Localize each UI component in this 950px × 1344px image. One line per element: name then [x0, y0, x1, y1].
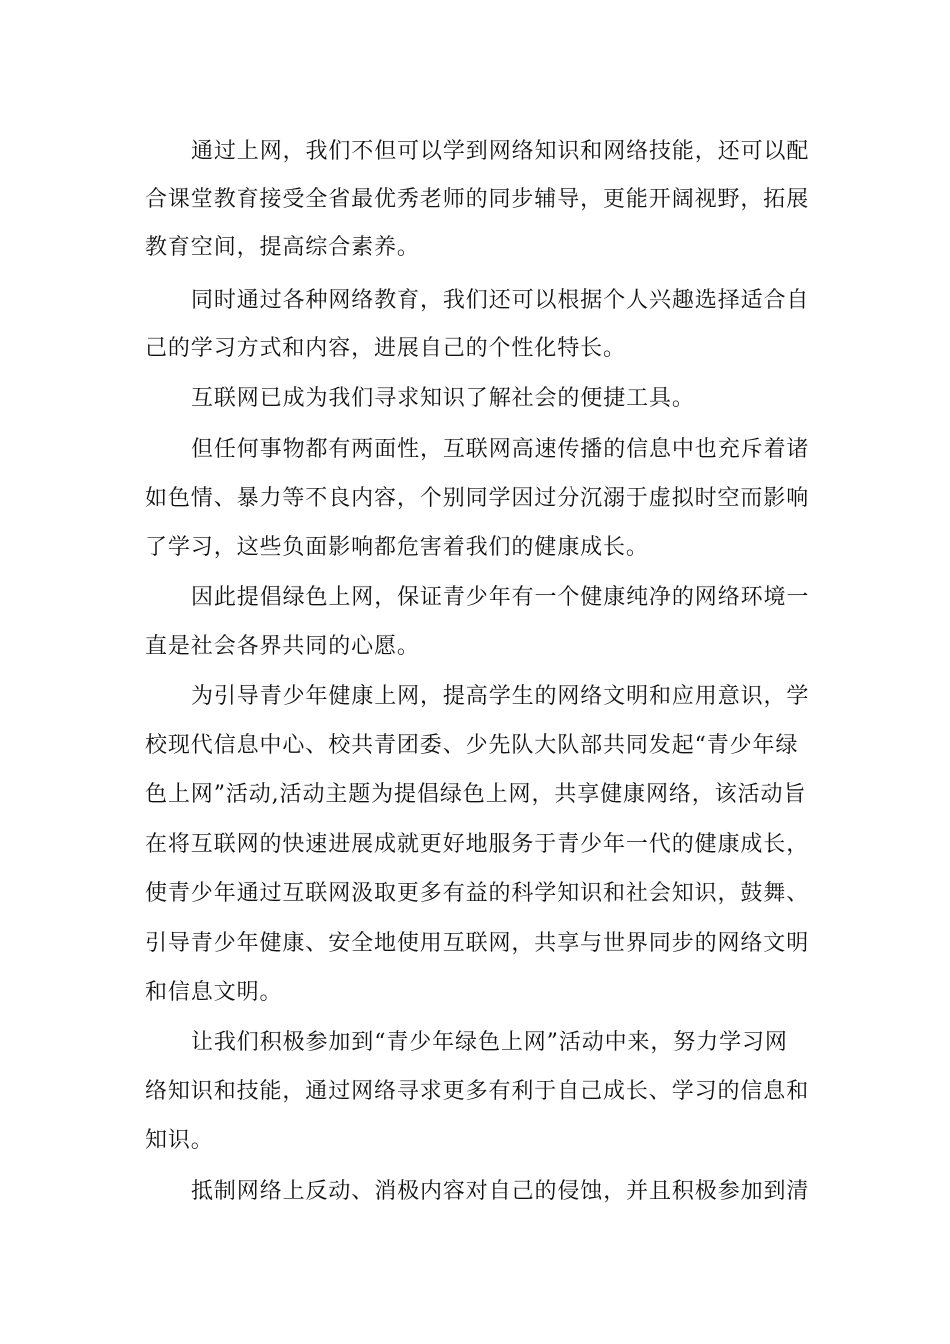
paragraph-2-line-2: 己的学习方式和内容，进展自己的个性化特长。 [145, 336, 626, 361]
paragraph-4-line-2: 如色情、暴力等不良内容，个别同学因过分沉溺于虚拟时空而影响 [145, 486, 810, 511]
paragraph-3-line-1: 互联网已成为我们寻求知识了解社会的便捷工具。 [191, 386, 695, 411]
paragraph-1-line-2: 合课堂教育接受全省最优秀老师的同步辅导，更能开阔视野，拓展 [145, 187, 810, 212]
paragraph-7-line-3: 知识。 [145, 1128, 214, 1153]
paragraph-4-line-3: 了学习，这些负面影响都危害着我们的健康成长。 [145, 535, 649, 560]
paragraph-1-line-3: 教育空间，提高综合素养。 [145, 235, 420, 260]
paragraph-8-line-1: 抵制网络上反动、消极内容对自己的侵蚀，并且积极参加到清 [191, 1179, 810, 1204]
paragraph-6-line-2: 校现代信息中心、校共青团委、少先队大队部共同发起“青少年绿 [145, 733, 799, 758]
paragraph-6-line-4: 在将互联网的快速进展成就更好地服务于青少年一代的健康成长， [145, 832, 810, 857]
paragraph-7-line-2: 络知识和技能，通过网络寻求更多有利于自己成长、学习的信息和 [145, 1079, 810, 1104]
paragraph-6-line-1: 为引导青少年健康上网，提高学生的网络文明和应用意识，学 [191, 684, 810, 709]
paragraph-1-line-1: 通过上网，我们不但可以学到网络知识和网络技能，还可以配 [191, 139, 810, 164]
paragraph-5-line-1: 因此提倡绿色上网，保证青少年有一个健康纯净的网络环境一 [191, 585, 810, 610]
paragraph-6-line-7: 和信息文明。 [145, 980, 283, 1005]
paragraph-6-line-5: 使青少年通过互联网汲取更多有益的科学知识和社会知识，鼓舞、 [145, 881, 810, 906]
paragraph-4-line-1: 但任何事物都有两面性，互联网高速传播的信息中也充斥着诸 [191, 437, 810, 462]
paragraph-2-line-1: 同时通过各种网络教育，我们还可以根据个人兴趣选择适合自 [191, 288, 810, 313]
paragraph-6-line-6: 引导青少年健康、安全地使用互联网，共享与世界同步的网络文明 [145, 931, 810, 956]
paragraph-6-line-3: 色上网”活动,活动主题为提倡绿色上网，共享健康网络，该活动旨 [145, 782, 807, 807]
paragraph-7-line-1: 让我们积极参加到“青少年绿色上网”活动中来，努力学习网 [191, 1030, 788, 1055]
paragraph-5-line-2: 直是社会各界共同的心愿。 [145, 634, 420, 659]
